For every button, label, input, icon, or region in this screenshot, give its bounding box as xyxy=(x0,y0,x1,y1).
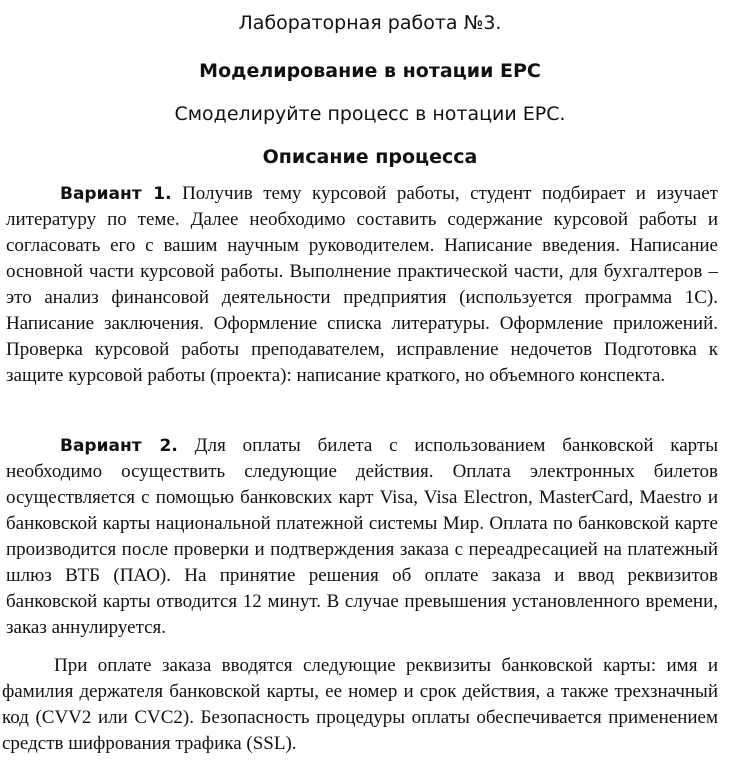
lab-title: Лабораторная работа №3. xyxy=(238,12,502,34)
task-statement: Смоделируйте процесс в нотации EPC. xyxy=(174,103,566,125)
variant-2-label: Вариант 2. xyxy=(60,436,178,456)
topic-title: Моделирование в нотации EPC xyxy=(199,60,541,82)
variant-2-text: Для оплаты билета с использованием банковской карты необходимо осуществить следующие действия. Оплата электронных билетов осуществляется с помощью банковских карт Visa, Visa Electron, MasterCard, Maestro и банковской карты национальной платежной системы Мир. Оплата по банковской карте производится после проверки и подтверждения заказа с переадресацией на платежный шлюз ВТБ (ПАО). На принятие решения об оплате заказа и ввод реквизитов банковской карты отводится 12 минут. В случае превышения установленного времени, заказ аннулируется. xyxy=(6,435,718,638)
payment-details-paragraph: При оплате заказа вводятся следующие реквизиты банковской карты: имя и фамилия держателя банковской карты, ее номер и срок действия, а также трехзначный код (CVV2 или CVC2). Безопасность процедуры оплаты обеспечивается применением средств шифрования трафика (SSL). xyxy=(2,655,718,754)
variant-1-paragraph xyxy=(6,181,718,389)
variant-2-paragraph xyxy=(6,433,718,641)
section-title: Описание процесса xyxy=(262,146,478,168)
variant-1-label: Вариант 1. xyxy=(60,184,172,204)
variant-1-text: Получив тему курсовой работы, студент подбирает и изучает литературу по теме. Далее необходимо составить содержание курсовой работы и согласовать его с вашим научным руководителем. Написание введения. Написание основной части курсовой работы. Выполнение практической части, для бухгалтеров – это анализ финансовой деятельности предприятия (используется программа 1С). Написание заключения. Оформление списка литературы. Оформление приложений. Проверка курсовой работы преподавателем, исправление недочетов Подготовка к защите курсовой работы (проекта): написание краткого, но объемного конспекта. xyxy=(6,183,718,386)
